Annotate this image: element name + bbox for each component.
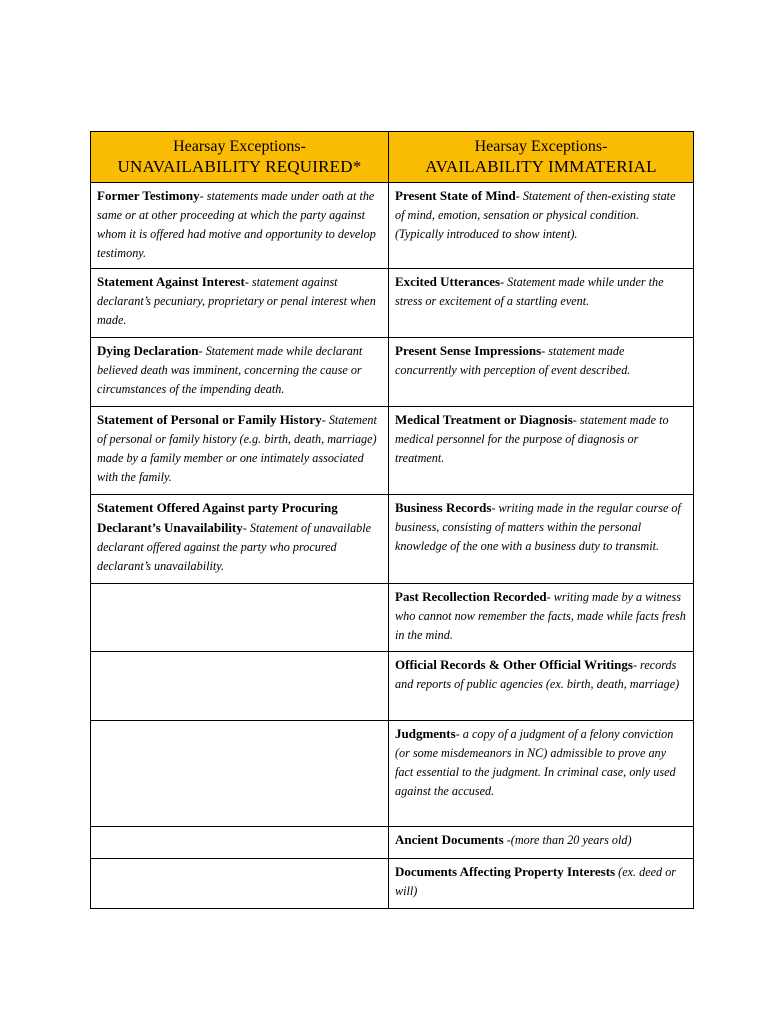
exception-description: statement against declarant’s pecuniary, proprietary or penal interest when made. bbox=[97, 275, 376, 327]
right-cell bbox=[389, 269, 694, 338]
exception-title: Present Sense Impressions bbox=[395, 343, 542, 358]
left-cell bbox=[91, 269, 389, 338]
table-row bbox=[91, 584, 694, 652]
exception-title: Statement Offered Against party Procuring Declarant’s Unavailability bbox=[97, 500, 338, 535]
exception-separator: - bbox=[321, 413, 326, 427]
left-cell-empty bbox=[91, 827, 389, 859]
exception-description: statement made to medical personnel for the purpose of diagnosis or treatment. bbox=[395, 413, 669, 465]
table-row bbox=[91, 827, 694, 859]
right-cell bbox=[389, 827, 694, 859]
table-row bbox=[91, 495, 694, 584]
header-availability-immaterial bbox=[389, 132, 694, 183]
exception-description: Statement of unavailable declarant offered against the party who procured declarant’s unavailability. bbox=[97, 521, 372, 573]
table-row bbox=[91, 859, 694, 909]
left-cell-empty bbox=[91, 584, 389, 652]
exception-description: Statement made while under the stress or excitement of a startling event. bbox=[395, 275, 664, 308]
exception-title: Ancient Documents bbox=[395, 832, 504, 847]
exception-separator: - bbox=[199, 189, 204, 203]
table-row bbox=[91, 652, 694, 721]
exception-title: Excited Utterances bbox=[395, 274, 501, 289]
exception-title: Statement Against Interest bbox=[97, 274, 245, 289]
right-cell bbox=[389, 721, 694, 827]
exception-title: Business Records bbox=[395, 500, 492, 515]
right-cell bbox=[389, 859, 694, 909]
exception-separator: - bbox=[242, 521, 247, 535]
left-cell bbox=[91, 495, 389, 584]
exception-separator: - bbox=[515, 189, 520, 203]
header-right-line1: Hearsay Exceptions- bbox=[474, 138, 608, 155]
exception-separator: - bbox=[244, 275, 249, 289]
left-cell-empty bbox=[91, 721, 389, 827]
right-cell bbox=[389, 338, 694, 407]
left-cell-empty bbox=[91, 652, 389, 721]
table-row bbox=[91, 338, 694, 407]
exception-description: (more than 20 years old) bbox=[510, 833, 632, 847]
left-cell-empty bbox=[91, 859, 389, 909]
exception-title: Medical Treatment or Diagnosis bbox=[395, 412, 573, 427]
exception-title: Present State of Mind bbox=[395, 188, 516, 203]
exception-description: writing made by a witness who cannot now remember the facts, made while facts fresh in the mind. bbox=[395, 590, 686, 642]
exception-title: Past Recollection Recorded bbox=[395, 589, 547, 604]
table-row bbox=[91, 269, 694, 338]
exception-description: a copy of a judgment of a felony conviction (or some misdemeanors in NC) admissible to prove any fact essential to the judgment. In criminal case, only used against the accused. bbox=[395, 727, 676, 798]
exception-separator: - bbox=[491, 501, 496, 515]
left-cell bbox=[91, 183, 389, 269]
exception-separator: - bbox=[500, 275, 505, 289]
exception-title: Documents Affecting Property Interests bbox=[395, 864, 616, 879]
exception-description: statements made under oath at the same or at other proceeding at which the party against whom it is offered had motive and opportunity to develop testimony. bbox=[97, 189, 376, 260]
exception-description: Statement of then-existing state of mind, emotion, sensation or physical condition. (Typically introduced to show intent). bbox=[395, 189, 676, 241]
right-cell bbox=[389, 495, 694, 584]
header-row bbox=[91, 132, 694, 183]
exception-title: Judgments bbox=[395, 726, 456, 741]
exception-description: Statement made while declarant believed death was imminent, concerning the cause or circumstances of the impending death. bbox=[97, 344, 363, 396]
hearsay-exceptions-table bbox=[90, 131, 694, 909]
exception-separator: - bbox=[541, 344, 546, 358]
exception-description: Statement of personal or family history (e.g. birth, death, marriage) made by a family member or one intimately associated with the family. bbox=[97, 413, 377, 484]
exception-description: writing made in the regular course of business, consisting of matters within the personal knowledge of the one with a business duty to transmit. bbox=[395, 501, 681, 553]
exception-description: statement made concurrently with perception of event described. bbox=[395, 344, 631, 377]
left-cell bbox=[91, 338, 389, 407]
table-row bbox=[91, 407, 694, 495]
header-unavailability-required bbox=[91, 132, 389, 183]
table-row bbox=[91, 183, 694, 269]
right-cell bbox=[389, 183, 694, 269]
exception-title: Official Records & Other Official Writings bbox=[395, 657, 633, 672]
exception-description: records and reports of public agencies (ex. birth, death, marriage) bbox=[395, 658, 680, 691]
right-cell bbox=[389, 407, 694, 495]
exception-description: (ex. deed or will) bbox=[395, 865, 677, 898]
left-cell bbox=[91, 407, 389, 495]
header-left-line2: UNAVAILABILITY REQUIRED* bbox=[117, 157, 362, 176]
exception-separator: - bbox=[632, 658, 637, 672]
exception-title: Former Testimony bbox=[97, 188, 200, 203]
exception-separator: - bbox=[198, 344, 203, 358]
exception-separator: - bbox=[503, 833, 511, 847]
exception-title: Dying Declaration bbox=[97, 343, 199, 358]
header-left-line1: Hearsay Exceptions- bbox=[173, 138, 306, 155]
right-cell bbox=[389, 584, 694, 652]
exception-separator: - bbox=[572, 413, 577, 427]
table-row bbox=[91, 721, 694, 827]
exception-separator: - bbox=[546, 590, 551, 604]
right-cell bbox=[389, 652, 694, 721]
exception-title: Statement of Personal or Family History bbox=[97, 412, 322, 427]
exception-separator: - bbox=[455, 727, 460, 741]
header-right-line2: AVAILABILITY IMMATERIAL bbox=[425, 157, 657, 176]
